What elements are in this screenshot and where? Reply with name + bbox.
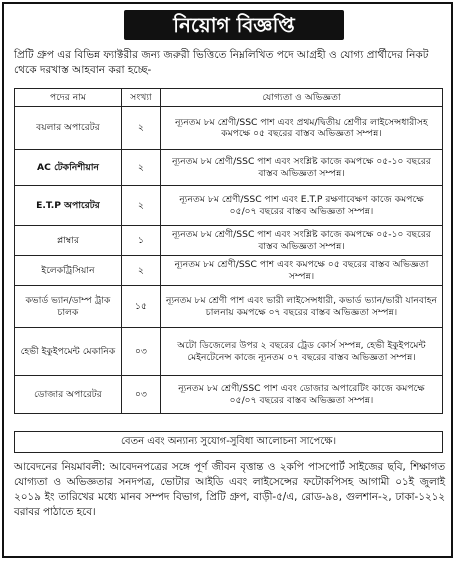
post-requirements: ন্যূনতম ৮ম শ্রেণী/SSC পাশ এবং ডোজার অপারেটিং কাজে কমপক্ষে ০৫/০৭ বছরের বাস্তব অভিজ্ঞতা সম্পন্ন।: [161, 376, 443, 414]
table-row: [15, 286, 443, 328]
table-row: [15, 256, 443, 286]
post-name: প্লাম্বার: [15, 226, 122, 256]
table-header-row: [15, 89, 443, 107]
post-count: ২: [122, 150, 161, 186]
post-name: ডোজার অপারেটর: [15, 376, 122, 414]
notice-intro: প্রিটি গ্রুপ এর বিভিন্ন ফ্যাক্টরীর জন্য জরুরী ভিত্তিতে নিম্নলিখিত পদে আগ্রহী ও যোগ্য প্রার্থীদের নিকট থেকে দরখাস্ত আহবান করা হচ্ছে-: [14, 49, 429, 76]
jobs-table: [14, 88, 443, 414]
post-requirements: ন্যূনতম ৮ম শ্রেণী/SSC পাশ এবং E.T.P রক্ষণাবেক্ষণ কাজে কমপক্ষে ০৫/০৭ বছরের বাস্তব অভিজ্ঞতা সম্পন্ন।: [161, 186, 443, 226]
post-name: E.T.P অপারেটর: [15, 186, 122, 226]
column-header-post: পদের নাম: [15, 89, 122, 107]
table-row: [15, 186, 443, 226]
notice-header: [4, 4, 451, 42]
post-name: কভার্ড ভ্যান/ডাম্প ট্রাক চালক: [15, 286, 122, 328]
post-name: বয়লার অপারেটর: [15, 107, 122, 150]
salary-note: বেতন এবং অন্যান্য সুযোগ-সুবিধা আলোচনা সাপেক্ষে।: [14, 431, 443, 453]
notice-title: নিয়োগ বিজ্ঞপ্তি: [124, 10, 344, 40]
post-count: ০৩: [122, 328, 161, 376]
post-name: হেভী ইকুইপমেন্ট মেকানিক: [15, 328, 122, 376]
post-requirements: ন্যূনতম ৮ম শ্রেণী/SSC পাশ এবং সংশ্লিষ্ট কাজে কমপক্ষে ০৫-১০ বছরের বাস্তব অভিজ্ঞতা সম্পন্ন।: [161, 150, 443, 186]
post-count: ১৫: [122, 286, 161, 328]
job-notice: [2, 2, 453, 558]
post-count: ১: [122, 226, 161, 256]
post-requirements: ন্যূনতম ৮ম শ্রেণী/SSC পাশ এবং কমপক্ষে ০৫ বছরের বাস্তব অভিজ্ঞতা সম্পন্ন।: [161, 256, 443, 286]
table-row: [15, 376, 443, 414]
post-requirements: অটো ডিজেলের উপর ২ বছরের ট্রেড কোর্স সম্পন্ন, হেভী ইকুইপমেন্ট মেইনটেনেন্স কাজে ন্যূনতম ০৭ বছরের বাস্তব অভিজ্ঞতা সম্পন্ন।: [161, 328, 443, 376]
post-requirements: ন্যূনতম ৮ম শ্রেণী পাশ এবং ভারী লাইসেন্সধারী, কভার্ড ভ্যান/ভারী যানবাহন চালনায় কমপক্ষে ০৭ বছরের বাস্তব অভিজ্ঞতা সম্পন্ন।: [161, 286, 443, 328]
column-header-count: সংখ্যা: [122, 89, 161, 107]
column-header-requirements: যোগ্যতা ও অভিজ্ঞতা: [161, 89, 443, 107]
table-row: [15, 107, 443, 150]
table-row: [15, 150, 443, 186]
post-requirements: ন্যূনতম ৮ম শ্রেণী/SSC পাশ এবং সংশ্লিষ্ট কাজে কমপক্ষে ০৫-১০ বছরের বাস্তব অভিজ্ঞতা সম্পন্ন।: [161, 226, 443, 256]
post-count: ২: [122, 186, 161, 226]
post-count: ০৩: [122, 376, 161, 414]
post-count: ২: [122, 107, 161, 150]
post-name: ইলেকট্রিসিয়ান: [15, 256, 122, 286]
post-name: AC টেকনিশীয়ান: [15, 150, 122, 186]
application-instructions: আবেদনের নিয়মাবলী: আবেদনপত্রের সঙ্গে পূর্ণ জীবন বৃত্তান্ত ও ২কপি পাসপোর্ট সাইজের ছবি, শিক্ষাগত যোগ্যতা ও অভিজ্ঞতার সনদপত্র, ভোটার আইডি এবং লাইসেন্সের ফটোকপিসহ আগামী ০১ই জুলাই ২০১৯ ইং তারিখের মধ্যে মানব সম্পদ বিভাগ, প্রিটি গ্রুপ, বাড়ী-৫/এ, রোড-৯৪, গুলশান-২, ঢাকা-১২১২ বরাবর পাঠাতে হবে।: [14, 461, 445, 518]
post-requirements: ন্যূনতম ৮ম শ্রেণী/SSC পাশ এবং প্রথম/দ্বিতীয় শ্রেণীর লাইসেন্সধারীসহ কমপক্ষে ০৫ বছরের বাস্তব অভিজ্ঞতা সম্পন্ন।: [161, 107, 443, 150]
table-row: [15, 226, 443, 256]
post-count: ২: [122, 256, 161, 286]
table-row: [15, 328, 443, 376]
